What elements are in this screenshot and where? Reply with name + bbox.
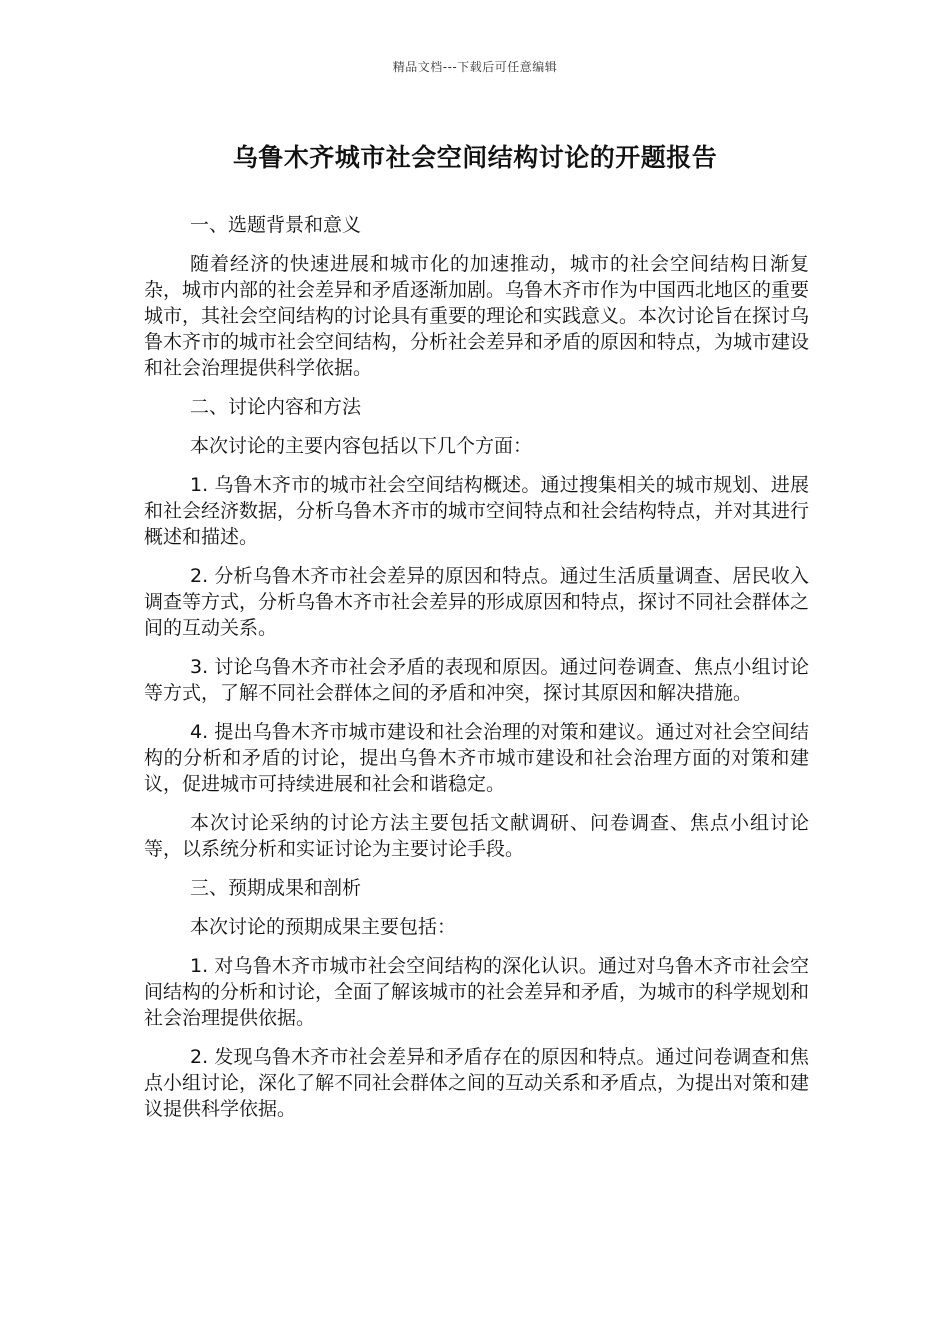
list-item-content-2: 2. 分析乌鲁木齐市社会差异的原因和特点。通过生活质量调查、居民收入调查等方式，分析乌鲁木齐市社会差异的形成原因和特点，探讨不同社会群体之间的互动关系。: [144, 565, 810, 639]
document-body: [144, 212, 809, 1135]
paragraph-methods: 本次讨论采纳的讨论方法主要包括文献调研、问卷调查、焦点小组讨论等，以系统分析和实证讨论为主要讨论手段。: [144, 812, 809, 860]
document-title: 乌鲁木齐城市社会空间结构讨论的开题报告: [232, 143, 718, 172]
list-item-content-1: 1. 乌鲁木齐市的城市社会空间结构概述。通过搜集相关的城市规划、进展和社会经济数据，分析乌鲁木齐市的城市空间特点和社会结构特点，并对其进行概述和描述。: [144, 474, 810, 548]
header-note: 精品文档---下载后可任意编辑: [392, 60, 558, 74]
section-heading-expected-results: 三、预期成果和剖析: [190, 877, 362, 899]
paragraph-content-intro: 本次讨论的主要内容包括以下几个方面：: [190, 435, 533, 457]
list-item-results-2: 2. 发现乌鲁木齐市社会差异和矛盾存在的原因和特点。通过问卷调查和焦点小组讨论，深化了解不同社会群体之间的互动关系和矛盾点，为提出对策和建议提供科学依据。: [144, 1046, 810, 1120]
list-item-content-3: 3. 讨论乌鲁木齐市社会矛盾的表现和原因。通过问卷调查、焦点小组讨论等方式，了解不同社会群体之间的矛盾和冲突，探讨其原因和解决措施。: [144, 656, 809, 704]
paragraph-results-intro: 本次讨论的预期成果主要包括：: [190, 916, 457, 938]
paragraph-background: 随着经济的快速进展和城市化的加速推动，城市的社会空间结构日渐复杂，城市内部的社会差异和矛盾逐渐加剧。乌鲁木齐市作为中国西北地区的重要城市，其社会空间结构的讨论具有重要的理论和实践意义。本次讨论旨在探讨乌鲁木齐市的城市社会空间结构，分析社会差异和矛盾的原因和特点，为城市建设和社会治理提供科学依据。: [144, 253, 810, 379]
list-item-content-4: 4. 提出乌鲁木齐市城市建设和社会治理的对策和建议。通过对社会空间结构的分析和矛盾的讨论，提出乌鲁木齐市城市建设和社会治理方面的对策和建议，促进城市可持续进展和社会和谐稳定。: [144, 721, 809, 795]
section-heading-background: 一、选题背景和意义: [190, 214, 362, 236]
list-item-results-1: 1. 对乌鲁木齐市城市社会空间结构的深化认识。通过对乌鲁木齐市社会空间结构的分析和讨论，全面了解该城市的社会差异和矛盾，为城市的科学规划和社会治理提供依据。: [144, 955, 810, 1029]
section-heading-content-methods: 二、讨论内容和方法: [190, 396, 362, 418]
